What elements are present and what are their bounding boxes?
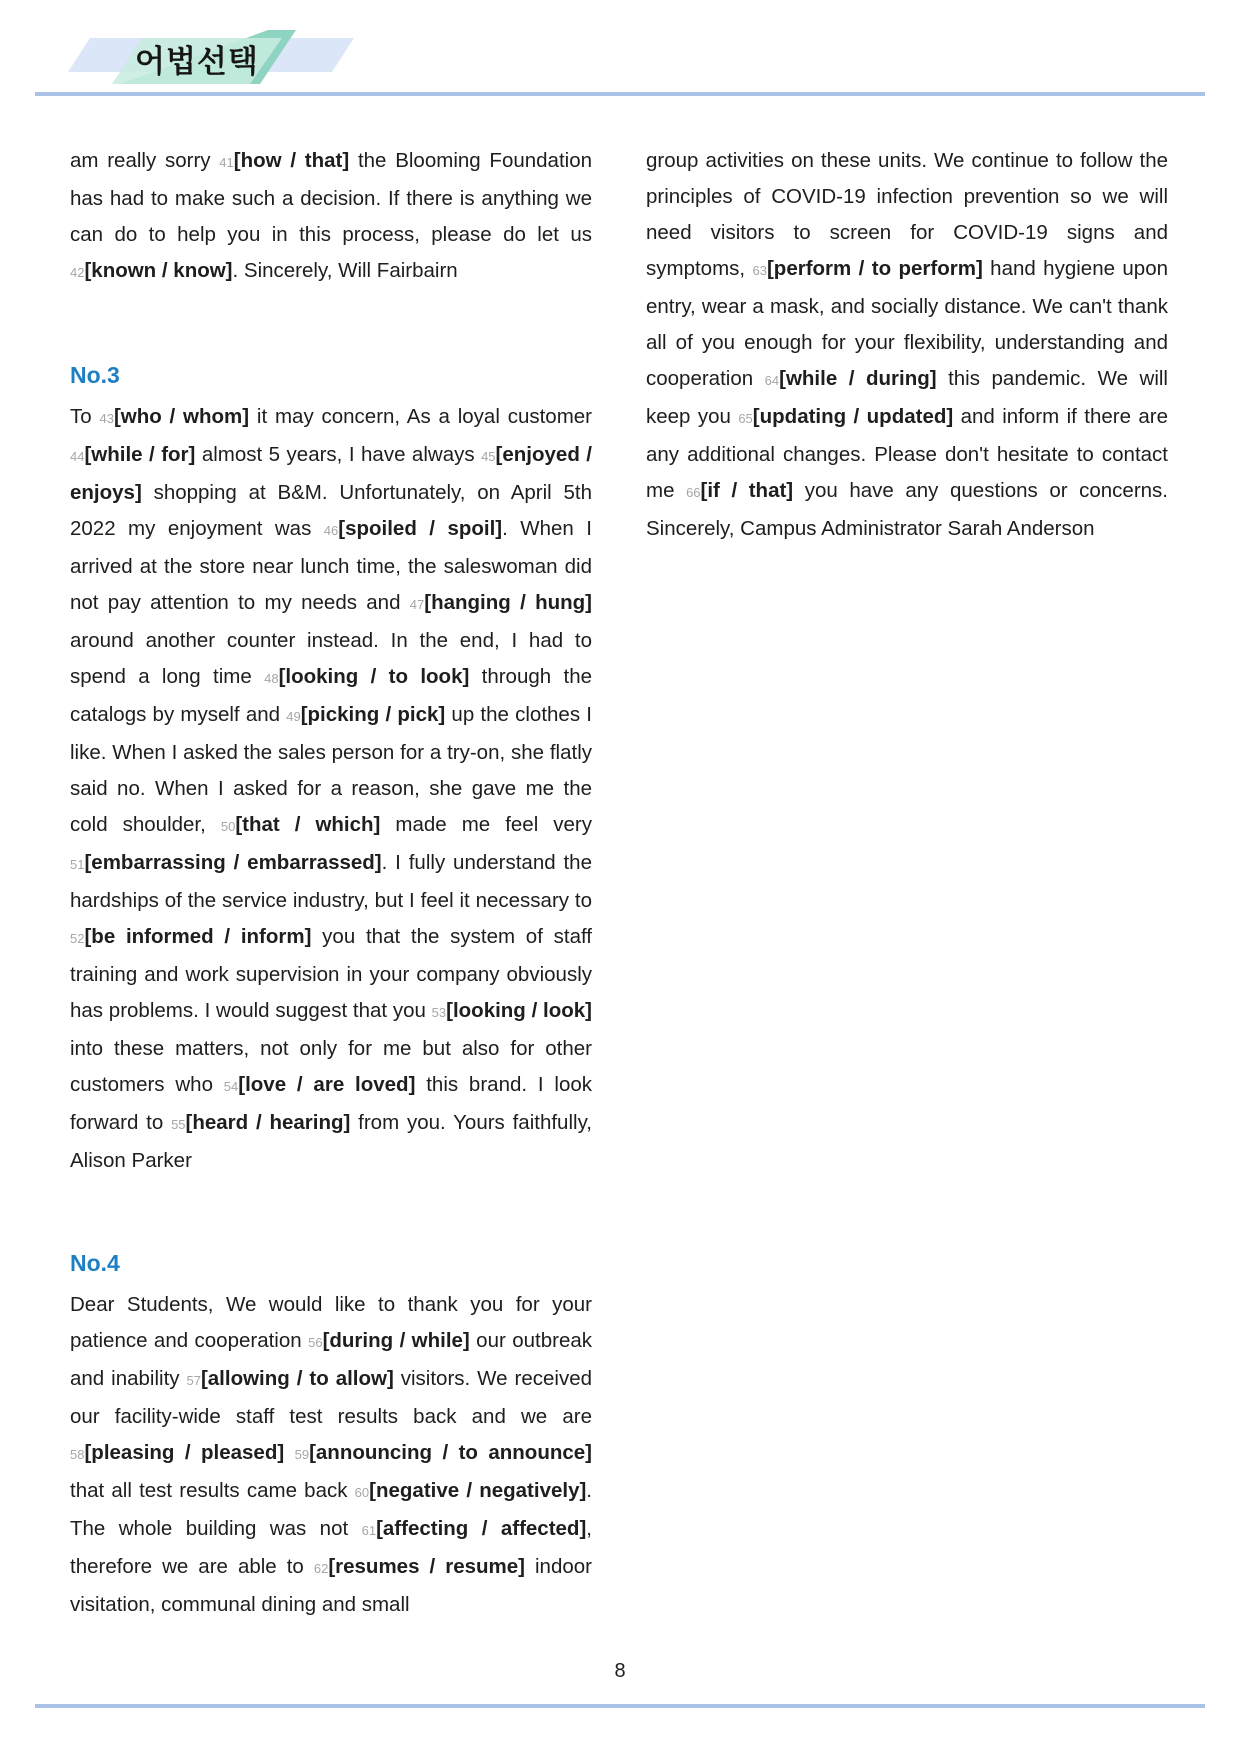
text-run xyxy=(284,1441,294,1464)
text-run: group activities on these units. We continue to follow the principles of COVID-19 infection prevention so we will need visitors to screen for COVID-19 signs and symptoms, xyxy=(646,149,1168,280)
answer-choice: [how / that] xyxy=(233,149,350,172)
text-run: . When I arrived at the store near lunch time, the saleswoman did not pay attention to my needs and xyxy=(70,517,592,614)
question-number: 48 xyxy=(264,671,279,686)
question-number: 55 xyxy=(171,1117,186,1132)
text-run: indoor visitation, communal dining and small xyxy=(70,1555,592,1616)
text-run: shopping at B&M. Unfortunately, on April 5th 2022 my enjoyment was xyxy=(70,481,592,540)
answer-choice: [spoiled / spoil] xyxy=(338,517,503,540)
answer-choice: [heard / hearing] xyxy=(185,1111,351,1134)
text-run: up the clothes I like. When I asked the sales person for a try-on, she flatly said no. When I asked for a reason, she gave me the cold shoulder, xyxy=(70,703,592,836)
answer-choice: [while / during] xyxy=(779,367,937,390)
section-heading-no4: No.4 xyxy=(70,1250,120,1276)
question-number: 61 xyxy=(361,1523,377,1538)
question-number: 58 xyxy=(70,1447,85,1462)
question-number: 65 xyxy=(738,411,753,426)
text-run: this pandemic. We will keep you xyxy=(646,367,1168,428)
answer-choice: [announcing / to announce] xyxy=(309,1441,592,1464)
text-run: you have any questions or concerns. Sincerely, Campus Administrator Sarah Anderson xyxy=(646,479,1169,540)
text-run: and inform if there are any additional changes. Please don't hesitate to contact me xyxy=(646,405,1169,502)
text-run: made me feel very xyxy=(380,813,593,836)
question-number: 46 xyxy=(323,523,339,538)
question-number: 50 xyxy=(220,819,236,834)
question-number: 66 xyxy=(686,485,701,500)
text-run: it may concern, As a loyal customer xyxy=(249,405,592,428)
question-number: 43 xyxy=(99,411,114,426)
answer-choice: [looking / to look] xyxy=(278,665,470,688)
answer-choice: [while / for] xyxy=(84,443,196,466)
question-number: 52 xyxy=(70,931,85,946)
question-number: 44 xyxy=(70,449,85,464)
letter-continuation xyxy=(70,143,592,291)
passage-no3 xyxy=(70,399,592,1179)
answer-choice: [perform / to perform] xyxy=(766,257,983,280)
question-number: 63 xyxy=(752,263,767,278)
answer-choice: [if / that] xyxy=(700,479,794,502)
question-number: 54 xyxy=(223,1079,239,1094)
question-number: 51 xyxy=(70,857,85,872)
answer-choice: [during / while] xyxy=(322,1329,470,1352)
footer-divider xyxy=(35,1704,1205,1708)
section-heading-no3: No.3 xyxy=(70,362,120,388)
question-number: 62 xyxy=(313,1561,329,1576)
text-run: To xyxy=(70,405,100,428)
answer-choice: [love / are loved] xyxy=(238,1073,416,1096)
text-run: you that the system of staff training and work supervision in your company obviously has problems. I would suggest that you xyxy=(70,925,593,1022)
left-column xyxy=(70,143,592,1623)
text-run: hand hygiene upon entry, wear a mask, and socially distance. We can't thank all of you enough for your flexibility, understanding and cooperation xyxy=(646,257,1168,390)
text-run: , therefore we are able to xyxy=(70,1517,592,1578)
text-run: around another counter instead. In the end, I had to spend a long time xyxy=(70,629,592,688)
question-number: 53 xyxy=(431,1005,447,1020)
answer-choice: [embarrassing / embarrassed] xyxy=(84,851,382,874)
passage-no4 xyxy=(70,1287,592,1623)
question-number: 60 xyxy=(354,1485,370,1500)
text-run: visitors. We received our facility-wide staff test results back and we are xyxy=(70,1367,592,1428)
answer-choice: [affecting / affected] xyxy=(376,1517,587,1540)
text-run: into these matters, not only for me but also for other customers who xyxy=(70,1037,592,1096)
right-column xyxy=(646,143,1168,547)
text-run: . Sincerely, Will Fairbairn xyxy=(232,259,458,282)
answer-choice: [pleasing / pleased] xyxy=(84,1441,285,1464)
answer-choice: [allowing / to allow] xyxy=(200,1367,394,1390)
text-run: almost 5 years, I have always xyxy=(195,443,482,466)
text-run: . I fully understand the hardships of the service industry, but I feel it necessary to xyxy=(70,851,592,912)
text-run: . The whole building was not xyxy=(70,1479,592,1540)
answer-choice: [hanging / hung] xyxy=(424,591,592,614)
page-header xyxy=(0,0,1240,110)
text-run: that all test results came back xyxy=(70,1479,355,1502)
answer-choice: [that / which] xyxy=(235,813,381,836)
answer-choice: [looking / look] xyxy=(446,999,593,1022)
question-number: 41 xyxy=(219,155,234,170)
text-run: our outbreak and inability xyxy=(70,1329,592,1390)
passage-no4-continuation xyxy=(646,143,1168,547)
text-run: Dear Students, We would like to thank you for your patience and cooperation xyxy=(70,1293,592,1352)
question-number: 59 xyxy=(294,1447,310,1462)
answer-choice: [resumes / resume] xyxy=(328,1555,525,1578)
text-run: through the catalogs by myself and xyxy=(70,665,592,726)
answer-choice: [negative / negatively] xyxy=(369,1479,587,1502)
question-number: 64 xyxy=(764,373,780,388)
header-title: 어법선택 xyxy=(135,44,259,80)
answer-choice: [be informed / inform] xyxy=(84,925,312,948)
answer-choice: [updating / updated] xyxy=(752,405,954,428)
text-run: this brand. I look forward to xyxy=(70,1073,592,1134)
question-number: 49 xyxy=(286,709,301,724)
text-run: the Blooming Foundation has had to make such a decision. If there is anything we can do to help you in this process, please do let us xyxy=(70,149,593,246)
text-run: from you. Yours faithfully, Alison Parker xyxy=(70,1111,592,1172)
question-number: 56 xyxy=(308,1335,323,1350)
text-run: am really sorry xyxy=(70,149,220,172)
answer-choice: [picking / pick] xyxy=(300,703,446,726)
question-number: 47 xyxy=(409,597,425,612)
question-number: 57 xyxy=(186,1373,201,1388)
answer-choice: [who / whom] xyxy=(113,405,250,428)
question-number: 42 xyxy=(70,265,85,280)
question-number: 45 xyxy=(481,449,496,464)
answer-choice: [enjoyed / enjoys] xyxy=(70,443,593,504)
answer-choice: [known / know] xyxy=(84,259,233,282)
page-number: 8 xyxy=(614,1660,626,1682)
